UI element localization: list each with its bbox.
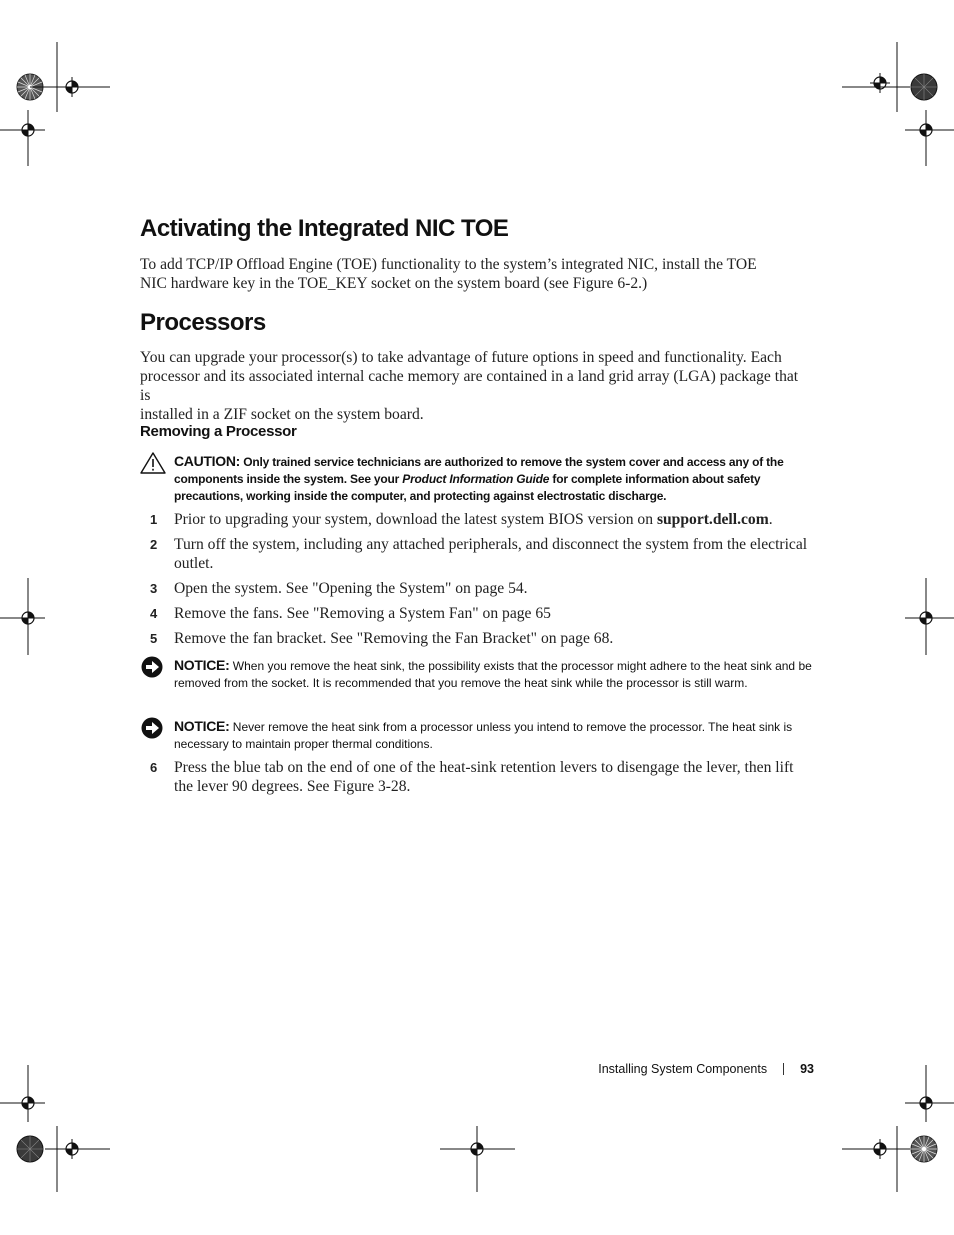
- caution-triangle-icon: [140, 451, 166, 475]
- processors-paragraph: [140, 348, 812, 424]
- color-target-icon: [911, 74, 937, 100]
- notice-text: Never remove the heat sink from a processor unless you intend to remove the processor. The heat sink is necessary to maintain proper thermal conditions.: [174, 720, 793, 751]
- registration-mark-icon: [916, 120, 936, 140]
- step-number: 1: [150, 512, 158, 527]
- step-text: Open the system. See "Opening the System" on page 54.: [174, 580, 528, 597]
- notice-label: NOTICE:: [174, 718, 230, 734]
- processors-paragraph-line: processor and its associated internal cache memory are contained in a land grid array (LGA) package that is: [140, 368, 799, 404]
- registration-mark-icon: [870, 1139, 890, 1159]
- registration-mark-icon: [467, 1139, 487, 1159]
- step-number: 2: [150, 537, 158, 552]
- notice-text: When you remove the heat sink, the possibility exists that the processor might adhere to the heat sink and be removed from the socket. It is recommended that you remove the heat sink while the processor is still warm.: [174, 659, 812, 690]
- caution-note: [140, 451, 812, 503]
- registration-mark-icon: [18, 608, 38, 628]
- heading-removing-processor: Removing a Processor: [140, 423, 297, 440]
- step-text: Prior to upgrading your system, download the latest system BIOS version on: [174, 511, 654, 528]
- step-number: 3: [150, 581, 158, 596]
- step-text: Remove the fans. See "Removing a System Fan" on page 65: [174, 605, 551, 622]
- step-number: 4: [150, 606, 158, 621]
- processors-paragraph-line: You can upgrade your processor(s) to take advantage of future options in speed and functionality. Each: [140, 349, 782, 366]
- registration-mark-icon: [870, 73, 890, 93]
- page-footer: [598, 1062, 814, 1076]
- registration-mark-icon: [916, 608, 936, 628]
- processors-paragraph-line: installed in a ZIF socket on the system board.: [140, 406, 424, 423]
- caution-guide-title: Product Information Guide: [402, 472, 550, 486]
- notice-arrow-icon: [140, 655, 166, 679]
- support-link[interactable]: support.dell.com: [656, 511, 769, 528]
- caution-text-cont: for complete information about safety precautions, working inside the computer, and protecting against electrostatic discharge.: [174, 472, 761, 503]
- footer-section-title: Installing System Components: [598, 1062, 768, 1076]
- step-text-after: .: [768, 511, 773, 528]
- notice-note: [140, 716, 812, 752]
- registration-mark-icon: [18, 120, 38, 140]
- color-target-icon: [17, 1136, 43, 1162]
- toe-paragraph-line: NIC hardware key in the TOE_KEY socket on the system board (see Figure 6-2.): [140, 275, 648, 292]
- registration-mark-icon: [62, 77, 82, 97]
- notice-note: [140, 655, 812, 707]
- heading-processors: Processors: [140, 309, 266, 336]
- toe-paragraph: [140, 255, 812, 293]
- color-target-icon: [911, 1136, 937, 1162]
- registration-mark-icon: [18, 1093, 38, 1113]
- toe-paragraph-line: To add TCP/IP Offload Engine (TOE) functionality to the system’s integrated NIC, install the TOE: [140, 256, 757, 273]
- caution-label: CAUTION:: [174, 453, 241, 469]
- footer-divider: [783, 1063, 784, 1075]
- caution-text: Only trained service technicians are authorized to remove the system cover and access any of the components inside the system. See your: [174, 455, 784, 486]
- page-number: 93: [800, 1062, 814, 1076]
- heading-activating-nic-toe: Activating the Integrated NIC TOE: [140, 215, 509, 242]
- step-text: Remove the fan bracket. See "Removing the Fan Bracket" on page 68.: [174, 630, 614, 647]
- registration-mark-icon: [62, 1139, 82, 1159]
- registration-mark-icon: [916, 1093, 936, 1113]
- notice-arrow-icon: [140, 716, 166, 740]
- step-number: 6: [150, 760, 158, 775]
- notice-label: NOTICE:: [174, 657, 230, 673]
- step-text: Press the blue tab on the end of one of the heat-sink retention levers to disengage the lever, then lift the lever 90 degrees. See Figure 3-28.: [174, 759, 794, 795]
- step-text: Turn off the system, including any attached peripherals, and disconnect the system from the electrical outlet.: [174, 536, 808, 572]
- step-number: 5: [150, 631, 158, 646]
